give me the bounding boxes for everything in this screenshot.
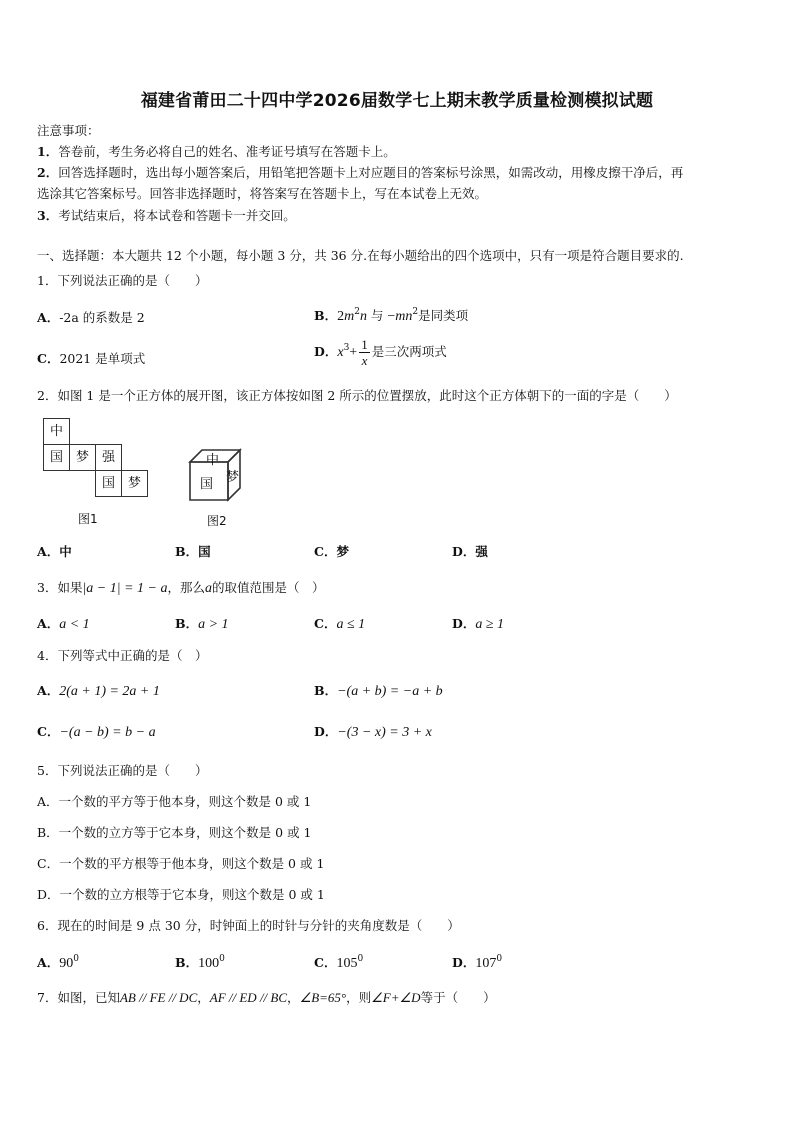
math-var: n — [359, 309, 367, 324]
notice-heading: 注意事项： — [37, 123, 100, 138]
math-expression: −(a − b) = b − a — [59, 725, 156, 740]
fraction-denominator: x — [361, 353, 368, 368]
question-6-option-b — [175, 953, 225, 972]
question-4-option-c — [37, 722, 156, 741]
math-exp: 0 — [73, 954, 79, 964]
stem-text: 的取值范围是（ ） — [212, 580, 325, 595]
option-label: D． — [314, 344, 338, 359]
option-label: D． — [452, 955, 476, 970]
math-exp: 0 — [357, 954, 364, 964]
math-expression: −(3 − x) = 3 + x — [337, 725, 432, 740]
question-3-stem — [37, 578, 325, 597]
stem-text: ，则 — [346, 990, 372, 1005]
math-coef: 2 — [337, 309, 345, 324]
question-1-option-c — [37, 349, 145, 367]
math-expression: a ≥ 1 — [475, 617, 505, 632]
stem-text: ， — [287, 990, 300, 1005]
question-1-stem: 1．下列说法正确的是（ ） — [37, 273, 208, 288]
option-label: D． — [452, 616, 476, 631]
notice-item-number: 1． — [37, 144, 59, 159]
fraction — [359, 338, 370, 367]
option-label: C． — [314, 616, 337, 631]
option-text: -2a 的系数是 2 — [59, 310, 145, 325]
net-cell: 中 — [43, 418, 70, 445]
notice-item-number: 3． — [37, 208, 59, 223]
cube-side-char: 梦 — [226, 470, 240, 485]
option-label: A． — [37, 616, 60, 631]
math-expression: ∠B=65° — [299, 990, 347, 1005]
net-cell: 梦 — [69, 444, 96, 471]
math-expression: ∠F+∠D — [371, 990, 421, 1005]
notice-item-text: 考试结束后，将本试卷和答题卡一并交回。 — [58, 208, 296, 223]
question-5-option-a: A．一个数的平方等于他本身，则这个数是 0 或 1 — [37, 794, 312, 809]
question-5-option-b: B．一个数的立方等于它本身，则这个数是 0 或 1 — [37, 825, 312, 840]
math-sign: − — [387, 309, 396, 324]
option-label: A． — [37, 310, 60, 325]
figure-2-label: 图2 — [207, 514, 227, 528]
notice-item-1 — [37, 142, 396, 160]
math-expression: 2(a + 1) = 2a + 1 — [59, 684, 160, 699]
net-cell: 梦 — [121, 470, 148, 497]
math-value: 107 — [475, 956, 497, 971]
question-5-option-c: C．一个数的平方根等于他本身，则这个数是 0 或 1 — [37, 856, 325, 871]
math-expression: a ≤ 1 — [336, 617, 366, 632]
question-6-option-a — [37, 953, 79, 972]
math-expression: a > 1 — [198, 617, 229, 632]
question-2-option-c: C．梦 — [314, 544, 349, 559]
option-label: C． — [37, 724, 60, 739]
math-expression: a < 1 — [59, 617, 90, 632]
option-text: 2021 是单项式 — [59, 351, 146, 366]
math-expression: AB // FE // DC — [119, 990, 198, 1005]
question-6-stem: 6．现在的时间是 9 点 30 分，时钟面上的时针与分针的夹角度数是（ ） — [37, 918, 460, 933]
stem-text: 等于（ ） — [420, 990, 496, 1005]
question-1-option-a — [37, 308, 145, 326]
net-cell: 国 — [43, 444, 70, 471]
notice-item-text: 回答选择题时，选出每小题答案后，用铅笔把答题卡上对应题目的答案标号涂黑，如需改动，用橡皮擦干净后，再 — [58, 165, 684, 180]
figure-1-label: 图1 — [78, 512, 98, 526]
math-exp: 0 — [496, 954, 503, 964]
math-var: a — [205, 581, 213, 596]
math-exp: 0 — [219, 954, 225, 964]
math-exp: 2 — [412, 307, 419, 317]
option-label: A． — [37, 683, 60, 698]
question-3-option-c — [314, 614, 365, 633]
option-label: C． — [37, 351, 60, 366]
question-6-option-d — [452, 953, 502, 972]
question-1-option-b — [314, 306, 468, 325]
option-label: B． — [175, 616, 199, 631]
stem-text: ，那么 — [167, 580, 206, 595]
question-2-option-d: D．强 — [452, 544, 488, 559]
option-text: 是同类项 — [418, 308, 469, 323]
math-value: 105 — [336, 956, 358, 971]
stem-text: 3．如果 — [37, 580, 83, 595]
math-expression: AF // ED // BC — [209, 990, 288, 1005]
notice-item-text: 答卷前，考生务必将自己的姓名、准考证号填写在答题卡上。 — [58, 144, 396, 159]
page-title: 福建省莆田二十四中学2026届数学七上期末教学质量检测模拟试题 — [140, 91, 654, 111]
math-value: 90 — [59, 956, 74, 971]
question-3-option-b — [175, 614, 229, 633]
option-label: C． — [314, 955, 337, 970]
math-expression: |a − 1| = 1 − a — [82, 581, 168, 596]
math-value: 100 — [198, 956, 220, 971]
option-label: B． — [314, 308, 338, 323]
math-var: mn — [395, 309, 413, 324]
question-5-option-d: D．一个数的立方根等于它本身，则这个数是 0 或 1 — [37, 887, 325, 902]
fraction-numerator: 1 — [361, 337, 368, 352]
question-3-option-d — [452, 614, 504, 633]
option-label: B． — [314, 683, 338, 698]
notice-item-number: 2． — [37, 165, 59, 180]
question-2-option-b: B．国 — [175, 544, 211, 559]
math-var: x — [337, 345, 344, 360]
question-3-option-a — [37, 614, 90, 633]
question-4-option-b — [314, 681, 443, 700]
math-exp: 2 — [354, 307, 360, 317]
net-cell: 国 — [95, 470, 122, 497]
question-2-stem: 2．如图 1 是一个正方体的展开图，该正方体按如图 2 所示的位置摆放，此时这个正方体朝下的一面的字是（ ） — [37, 388, 677, 403]
cube-front-char: 国 — [200, 477, 214, 492]
cube-top-char: 中 — [206, 453, 220, 468]
math-var: m — [344, 309, 355, 324]
question-1-option-d — [314, 338, 447, 367]
notice-item-2 — [37, 163, 683, 181]
option-label: B． — [175, 955, 199, 970]
notice-item-3 — [37, 206, 296, 224]
notice-item-2-cont: 选涂其它答案标号。回答非选择题时，将答案写在答题卡上，写在本试卷上无效。 — [37, 186, 488, 201]
question-4-option-d — [314, 722, 432, 741]
section-heading: 一、选择题：本大题共 12 个小题，每小题 3 分，共 36 分.在每小题给出的四个选项中，只有一项是符合题目要求的. — [37, 248, 684, 263]
option-text: 是三次两项式 — [371, 344, 447, 359]
option-label: A． — [37, 955, 60, 970]
option-label: D． — [314, 724, 338, 739]
math-sign: + — [349, 345, 358, 360]
question-7-stem — [37, 988, 496, 1006]
question-6-option-c — [314, 953, 363, 972]
stem-text: 7．如图，已知 — [37, 990, 120, 1005]
question-4-option-a — [37, 681, 160, 700]
math-expression: −(a + b) = −a + b — [337, 684, 443, 699]
option-text: 与 — [366, 308, 388, 323]
question-5-stem: 5．下列说法正确的是（ ） — [37, 763, 208, 778]
stem-text: ， — [197, 990, 210, 1005]
question-2-option-a: A．中 — [37, 544, 72, 559]
question-4-stem: 4．下列等式中正确的是（ ） — [37, 648, 208, 663]
net-cell: 强 — [95, 444, 122, 471]
math-exp: 3 — [343, 343, 350, 353]
